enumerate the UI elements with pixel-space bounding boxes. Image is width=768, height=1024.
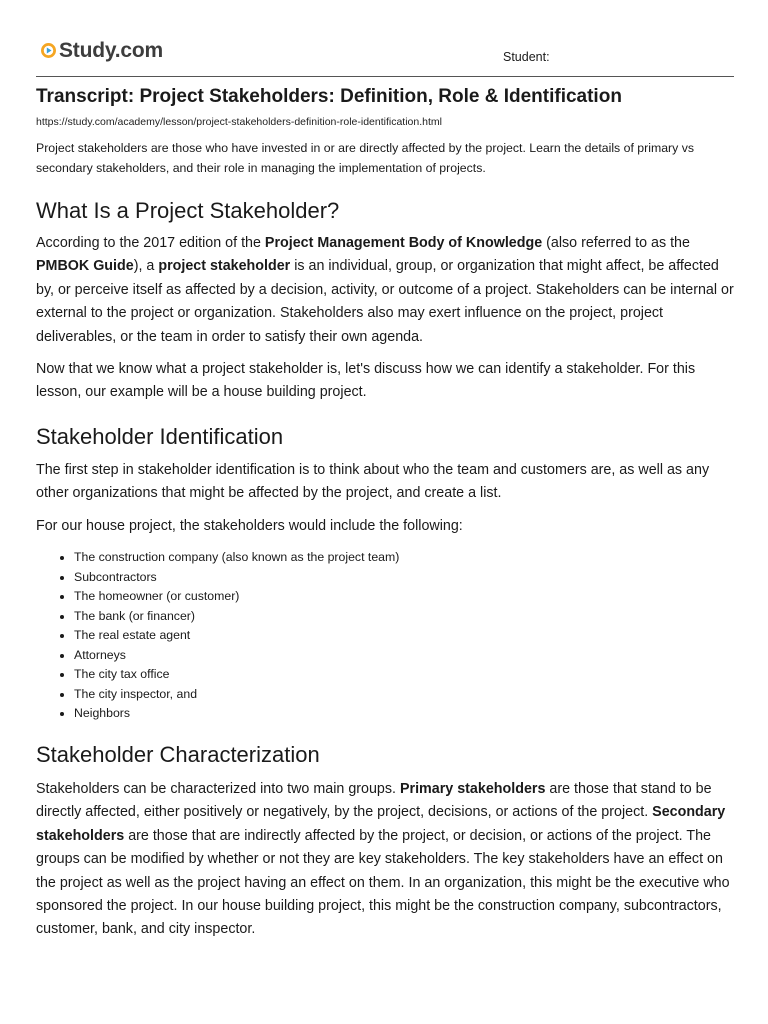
list-item: • The bank (or financer): [74, 607, 399, 627]
heading-stakeholder-identification: Stakeholder Identification: [36, 424, 284, 449]
identification-paragraph-2: For our house project, the stakeholders would include the following:: [36, 518, 463, 534]
list-item: • Neighbors: [74, 704, 399, 724]
student-label: Student:: [503, 50, 550, 64]
list-item: • Subcontractors: [74, 568, 399, 588]
heading-what-is-stakeholder: What Is a Project Stakeholder?: [36, 198, 340, 223]
transcript-title: Transcript: Project Stakeholders: Definition, Role & Identification: [36, 86, 622, 107]
list-item: • The real estate agent: [74, 626, 399, 646]
lesson-url[interactable]: https://study.com/academy/lesson/project-stakeholders-definition-role-identification.html: [36, 116, 442, 128]
list-item: • The homeowner (or customer): [74, 587, 399, 607]
what-paragraph-1: According to the 2017 edition of the Project Management Body of Knowledge (also referred to as the PMBOK Guide), a project stakeholder is an individual, group, or organization that might affect, be affected by, or perceive itself as affected by a decision, activity, or outcome of a project. Stakeholders can be internal or external to the project or organization. Stakeholders also may exert influence on the project, project deliverables, or the team in order to satisfy their own agenda.: [36, 235, 734, 345]
heading-stakeholder-characterization: Stakeholder Characterization: [36, 742, 320, 767]
brand-logo: [40, 40, 163, 61]
brand-name: Study.com: [59, 39, 163, 62]
document-page: [36, 0, 734, 938]
stakeholder-list: [36, 548, 399, 724]
list-item: • The city inspector, and: [74, 685, 399, 705]
play-circle-icon: [40, 42, 57, 59]
list-item: • The city tax office: [74, 665, 399, 685]
lesson-intro: Project stakeholders are those who have invested in or are directly affected by the project. Learn the details of primary vs secondary stakeholders, and their role in managing the implementation of projects.: [36, 141, 695, 175]
characterization-paragraph: Stakeholders can be characterized into two main groups. Primary stakeholders are those that stand to be directly affected, either positively or negatively, by the project, decisions, or actions of the project. Secondary stakeholders are those that are indirectly affected by the project, or decision, or actions of the project. The groups can be modified by whether or not they are key stakeholders. The key stakeholders have an effect on the project as well as the project having an effect on them. In an organization, this might be the executive who sponsored the project. In our house building project, this might be the construction company, subcontractors, customer, bank, and city inspector.: [36, 781, 730, 938]
what-paragraph-2: Now that we know what a project stakeholder is, let's discuss how we can identify a stakeholder. For this lesson, our example will be a house building project.: [36, 361, 696, 401]
identification-paragraph-1: The first step in stakeholder identification is to think about who the team and customers are, as well as any other organizations that might be affected by the project, and create a list.: [36, 462, 710, 502]
list-item: • Attorneys: [74, 646, 399, 666]
list-item: • The construction company (also known as the project team): [74, 548, 399, 568]
page-header: [36, 0, 734, 77]
